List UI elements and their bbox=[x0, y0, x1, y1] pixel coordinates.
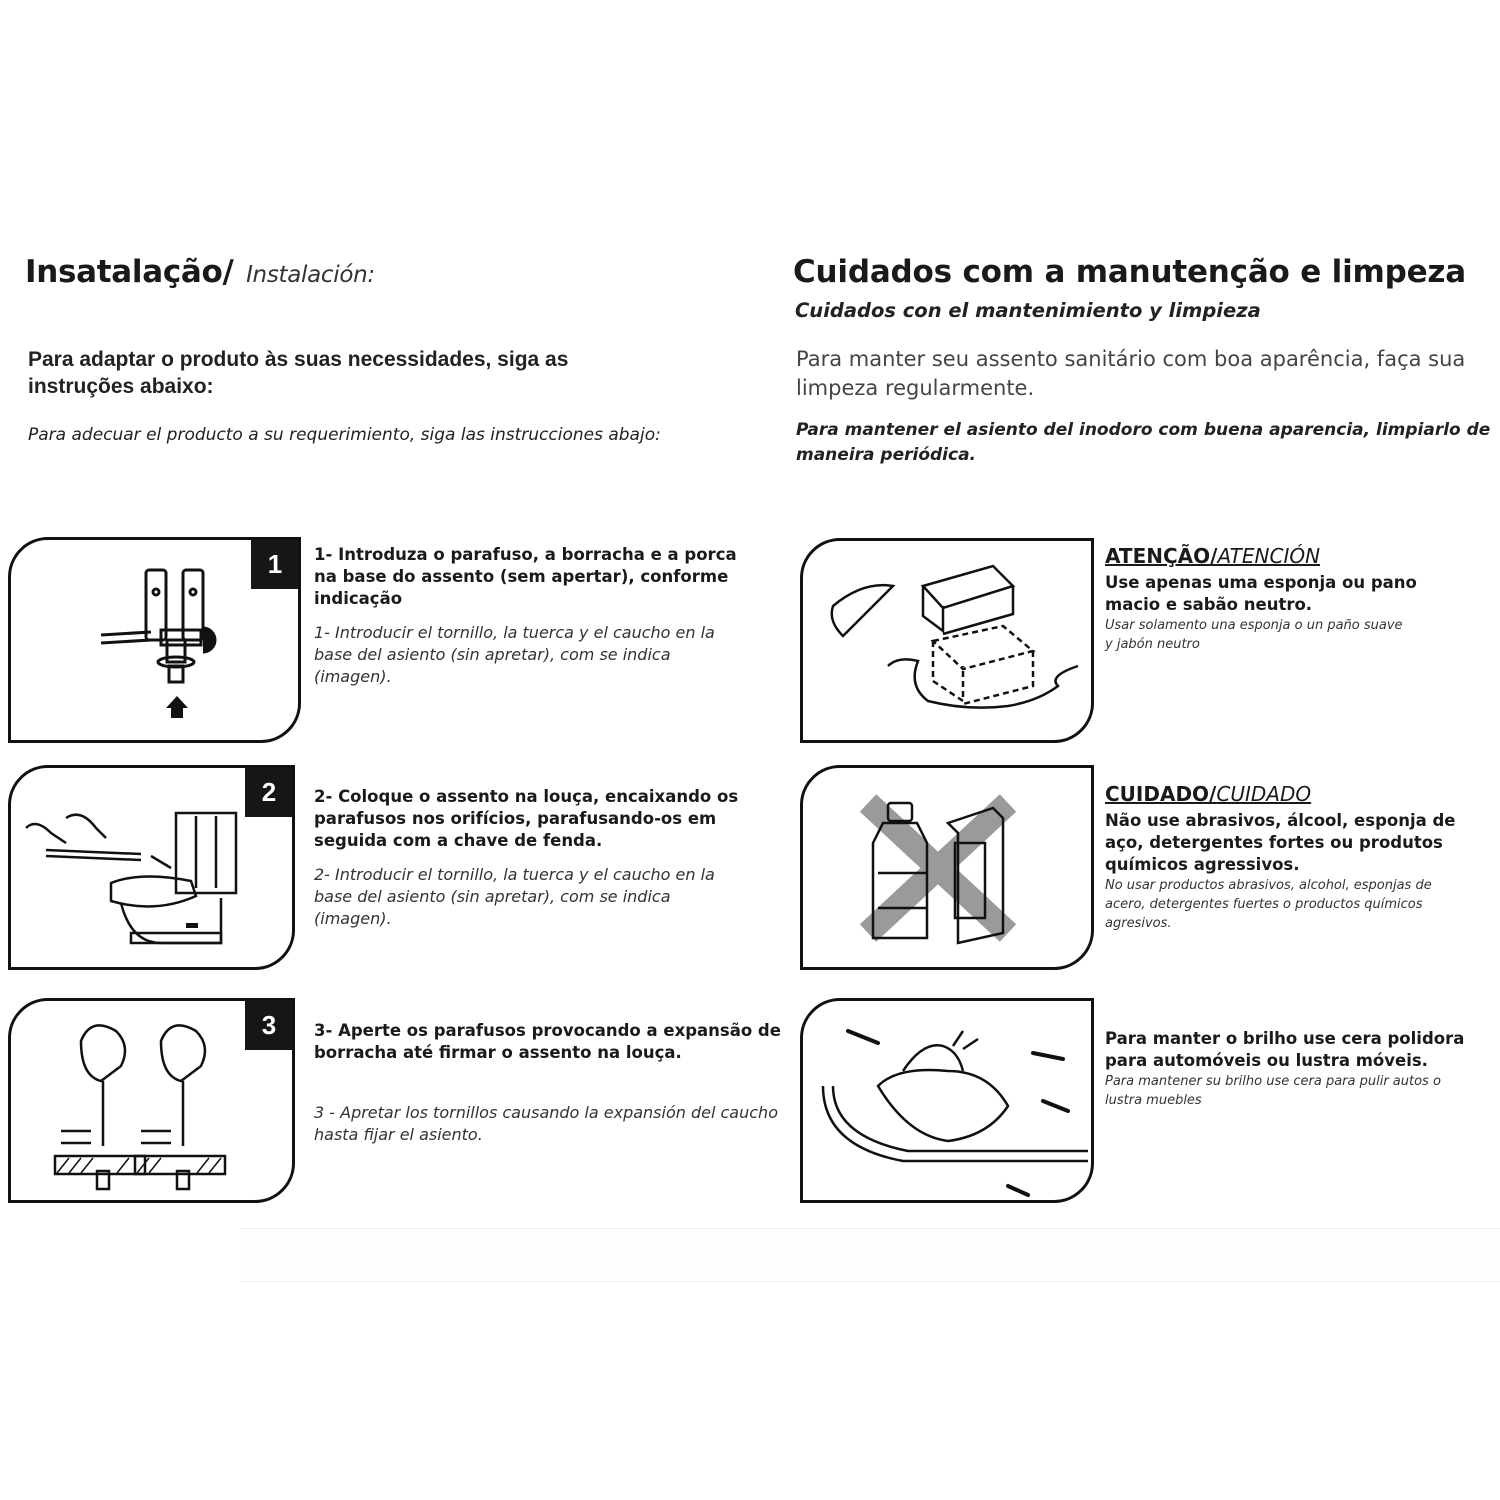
care-1-es: Usar solamento una esponja o un paño suave y jabón neutro bbox=[1105, 618, 1403, 652]
step-1-es: 1- Introducir el tornillo, la tuerca y el caucho en la base del asiento (sin apretar), com se indica (imagen). bbox=[314, 623, 715, 686]
care-subtitle: Cuidados con el mantenimiento y limpieza bbox=[795, 299, 1261, 322]
care-intro-pt: Para manter seu assento sanitário com boa aparência, faça sua limpeza regularmente. bbox=[796, 347, 1466, 400]
care-1-text bbox=[1105, 544, 1495, 654]
step-3-card bbox=[8, 998, 295, 1203]
install-title-es: Instalación: bbox=[246, 262, 375, 288]
install-title bbox=[25, 254, 375, 290]
step-badge: 1 bbox=[251, 539, 299, 589]
care-title: Cuidados com a manutenção e limpeza bbox=[793, 254, 1466, 290]
step-1-text bbox=[314, 544, 744, 688]
install-intro-pt: Para adaptar o produto às suas necessidades, siga as instruções abaixo: bbox=[28, 348, 569, 398]
step-2-text bbox=[314, 786, 744, 930]
care-1-heading-es: ATENCIÓN bbox=[1217, 544, 1321, 568]
care-2-heading-pt: CUIDADO/ bbox=[1105, 782, 1217, 806]
polish-hand-icon bbox=[803, 1001, 1094, 1203]
no-chemicals-icon bbox=[803, 768, 1094, 970]
care-3-es: Para mantener su brilho use cera para pulir autos o lustra muebles bbox=[1105, 1074, 1441, 1108]
step-1-card bbox=[8, 537, 301, 743]
sponge-soap-icon bbox=[803, 541, 1094, 743]
install-intro-es: Para adecuar el producto a su requerimiento, siga las instrucciones abajo: bbox=[28, 425, 661, 445]
step-3-pt: 3- Aperte os parafusos provocando a expansão de borracha até firmar o assento na louça. bbox=[314, 1021, 781, 1062]
step-3-es: 3 - Apretar los tornillos causando la expansión del caucho hasta fijar el asiento. bbox=[314, 1103, 778, 1144]
care-3-card bbox=[800, 998, 1094, 1203]
care-3-pt: Para manter o brilho use cera polidora para automóveis ou lustra móveis. bbox=[1105, 1029, 1465, 1070]
care-1-heading-pt: ATENÇÃO/ bbox=[1105, 544, 1218, 568]
care-2-card bbox=[800, 765, 1094, 970]
care-2-heading-es: CUIDADO bbox=[1216, 782, 1312, 806]
step-badge: 2 bbox=[245, 767, 293, 817]
step-2-es: 2- Introducir el tornillo, la tuerca y el caucho en la base del asiento (sin apretar), com se indica (imagen). bbox=[314, 865, 715, 928]
install-title-pt: Insatalação/ bbox=[25, 254, 234, 290]
care-2-text bbox=[1105, 782, 1495, 933]
step-badge: 3 bbox=[245, 1000, 293, 1050]
care-2-heading bbox=[1105, 782, 1495, 806]
care-2-pt: Não use abrasivos, álcool, esponja de aço, detergentes fortes ou produtos químicos agressivos. bbox=[1105, 811, 1456, 874]
step-3-text bbox=[314, 1020, 789, 1146]
care-3-text bbox=[1105, 1028, 1495, 1110]
faded-footer-band bbox=[240, 1228, 1500, 1282]
care-intro-es: Para mantener el asiento del inodoro com buena aparencia, limpiarlo de maneira periódica. bbox=[796, 420, 1491, 465]
step-2-pt: 2- Coloque o assento na louça, encaixando os parafusos nos orifícios, parafusando-os em seguida com a chave de fenda. bbox=[314, 787, 739, 850]
care-1-heading bbox=[1105, 544, 1495, 568]
step-1-pt: 1- Introduza o parafuso, a borracha e a porca na base do assento (sem apertar), conforme indicação bbox=[314, 545, 737, 608]
step-2-card bbox=[8, 765, 295, 970]
care-1-pt: Use apenas uma esponja ou pano macio e sabão neutro. bbox=[1105, 573, 1417, 614]
care-2-es: No usar productos abrasivos, alcohol, esponjas de acero, detergentes fuertes o productos químicos agresivos. bbox=[1105, 878, 1432, 931]
care-1-card bbox=[800, 538, 1094, 743]
